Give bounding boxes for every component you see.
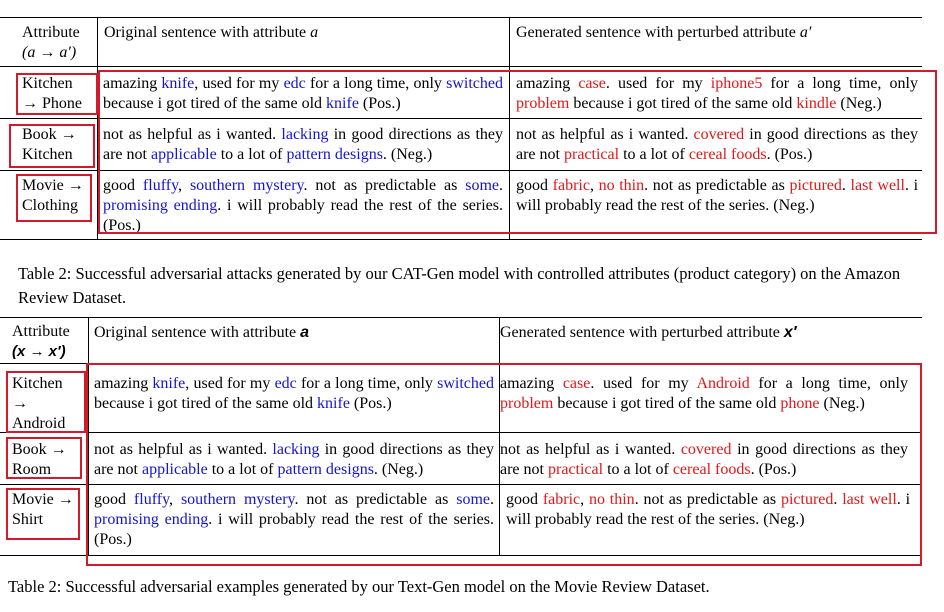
sentence-text: in good directions as they are not [103,126,503,163]
perturbed-attribute-word: phone [780,395,820,412]
attribute-source: Kitchen [22,75,73,92]
sentence-text: . (Pos.) [750,461,797,478]
sentence-text: . [490,491,495,508]
sentence-text: not as helpful as i wanted. [516,126,694,143]
sentence-text: . i will probably read the rest of the series. (Neg.) [506,491,911,528]
original-attribute-word: some [456,491,491,508]
perturbed-attribute-word: pictured [789,177,842,194]
attribute-target: Shirt [12,511,44,528]
table-1-attribute-highlight-1 [16,73,98,115]
perturbed-attribute-word: iphone5 [710,75,763,92]
sentence-text: . not as predictable as [303,177,466,194]
sentence-text: . not as predictable as [644,177,790,194]
sentence-text: , [169,491,181,508]
sentence-text: . used for my [590,375,697,392]
sentence-text: for a long time, only [762,75,918,92]
original-attribute-word: edc [283,75,306,92]
sentence-text: not as helpful as i wanted. [103,126,282,143]
header-attribute-mapping: (a → a′) [22,44,77,61]
perturbed-attribute-word: covered [680,441,732,458]
sentence-text: , [178,177,190,194]
perturbed-attribute-word: practical [563,146,620,163]
table-2-sentence-highlight [86,363,922,566]
sentence-text: not as helpful as i wanted. [94,441,273,458]
sentence-text: good [103,177,143,194]
sentence-text: to a lot of [216,146,287,163]
original-attribute-word: lacking [281,126,329,143]
original-attribute-word: applicable [150,146,217,163]
perturbed-attribute-word: covered [693,126,745,143]
table-2-header-attribute [12,322,86,362]
sentence-text: for a long time, only [305,75,447,92]
sentence-text: good [506,491,543,508]
table-1-header-rule [0,66,922,67]
sentence-text: (Pos.) [349,395,392,412]
table-1-header-attribute [22,23,94,63]
attribute-target: Room [12,461,52,478]
perturbed-attribute-word: fabric [552,177,590,194]
perturbed-attribute-word: case [578,75,606,92]
original-attribute-word: fluffy [142,177,179,194]
original-attribute-word: knife [326,95,359,112]
attribute-source: Movie → [22,177,84,194]
sentence-text: good [516,177,553,194]
table-2-attribute-highlight-2 [6,437,82,479]
header-text: Original sentence with attribute [104,24,311,41]
perturbed-attribute-word: no thin [598,177,645,194]
perturbed-attribute-word: kindle [796,95,837,112]
sentence-text: amazing [516,75,579,92]
sentence-text: , used for my [185,375,275,392]
attribute-source: Book → [12,441,67,458]
attribute-arrow: → [12,395,28,412]
original-attribute-word: promising ending [103,197,218,214]
perturbed-attribute-word: problem [516,95,570,112]
sentence-text: not as helpful as i wanted. [500,441,681,458]
sentence-text: to a lot of [619,146,689,163]
header-original-text: Original sentence with attribute [94,324,301,341]
sentence-text: for a long time, only [749,375,909,392]
original-attribute-word: pattern designs [277,461,374,478]
original-attribute-word: southern mystery [189,177,304,194]
sentence-text: because i got tired of the same old [553,395,781,412]
sentence-text: , [589,177,599,194]
sentence-text: for a long time, only [296,375,438,392]
original-attribute-word: knife [152,375,186,392]
attribute-source: Book → [22,126,77,143]
perturbed-attribute-word: last well [850,177,905,194]
original-attribute-word: applicable [141,461,208,478]
sentence-text: because i got tired of the same old [569,95,797,112]
header-attribute-label: Attribute [22,24,80,41]
original-attribute-word: promising ending [94,511,209,528]
table-1-caption: Table 2: Successful adversarial attacks generated by our CAT-Gen model with controlled attributes (product category) on the Amazon Review Dataset. [18,264,901,307]
table-2-header-generated [500,323,797,343]
attribute-target: Kitchen [22,146,73,163]
perturbed-attribute-word: problem [500,395,554,412]
table-2-attribute-highlight-1 [6,371,86,433]
sentence-text: good [94,491,134,508]
perturbed-attribute-word: pictured [780,491,834,508]
sentence-text: , [580,491,589,508]
table-1-top-rule [0,17,922,18]
original-attribute-word: fluffy [133,491,170,508]
table-2-header-original [94,323,309,343]
sentence-text: . (Neg.) [382,146,433,163]
perturbed-attribute-word: cereal foods [688,146,767,163]
attribute-target: → Phone [22,95,82,112]
sentence-text: (Neg.) [819,395,865,412]
original-attribute-word: some [465,177,500,194]
sentence-text: to a lot of [603,461,673,478]
perturbed-attribute-word: last well [842,491,897,508]
table-1-attribute-highlight-2 [9,124,95,168]
attribute-target: Android [12,415,66,432]
sentence-text: . [841,177,851,194]
attribute-source: Kitchen [12,375,63,392]
original-attribute-word: edc [274,375,297,392]
sentence-text: amazing [94,375,153,392]
sentence-text: because i got tired of the same old [94,395,318,412]
sentence-text: to a lot of [207,461,278,478]
sentence-text: . [833,491,843,508]
header-original-symbol: a [300,324,310,341]
header-attribute-mapping: (x → x′) [12,343,66,360]
header-symbol: a′ [799,24,812,41]
attribute-target: Clothing [22,197,79,214]
sentence-text: because i got tired of the same old [103,95,327,112]
table-2-top-rule [0,317,922,318]
header-generated-text: Generated sentence with perturbed attribute [500,324,784,341]
original-attribute-word: knife [161,75,195,92]
sentence-text: , used for my [194,75,284,92]
sentence-text: amazing [500,375,563,392]
sentence-text: amazing [103,75,162,92]
perturbed-attribute-word: practical [547,461,604,478]
sentence-text: . i will probably read the rest of the series. (Neg.) [516,177,919,214]
sentence-text: . (Pos.) [766,146,813,163]
sentence-text: . used for my [605,75,711,92]
sentence-text: in good directions as they are not [500,441,908,478]
table-1-bottom-rule [0,239,922,240]
header-symbol: a [310,24,319,41]
perturbed-attribute-word: Android [696,375,750,392]
sentence-text: in good directions as they are not [94,441,494,478]
header-attribute-label: Attribute [12,323,70,340]
original-attribute-word: lacking [272,441,320,458]
header-generated-symbol: x′ [783,324,797,341]
sentence-text: (Pos.) [358,95,401,112]
sentence-text: (Neg.) [836,95,882,112]
perturbed-attribute-word: cereal foods [672,461,751,478]
table-1-header-generated [516,23,811,43]
sentence-text: . [499,177,504,194]
original-attribute-word: switched [437,375,494,392]
original-attribute-word: knife [317,395,350,412]
original-attribute-word: southern mystery [180,491,295,508]
table-2-attribute-highlight-3 [6,488,80,540]
perturbed-attribute-word: no thin [588,491,635,508]
perturbed-attribute-word: case [562,375,591,392]
sentence-text: in good directions as they are not [516,126,918,163]
sentence-text: . i will probably read the rest of the series. (Pos.) [103,197,504,234]
sentence-text: . (Neg.) [373,461,424,478]
attribute-source: Movie → [12,491,74,508]
table-1-header-original [104,23,318,43]
sentence-text: . i will probably read the rest of the series. (Pos.) [94,511,495,548]
perturbed-attribute-word: fabric [542,491,581,508]
table-1-sentence-highlight [98,70,937,234]
sentence-text: . not as predictable as [634,491,781,508]
table-2-caption: Table 2: Successful adversarial examples generated by our Text-Gen model on the Movie Review Dataset. [8,577,710,596]
header-text: Generated sentence with perturbed attribute [516,24,800,41]
table-1-attribute-highlight-3 [16,174,92,222]
original-attribute-word: pattern designs [286,146,383,163]
original-attribute-word: switched [446,75,503,92]
sentence-text: . not as predictable as [294,491,457,508]
